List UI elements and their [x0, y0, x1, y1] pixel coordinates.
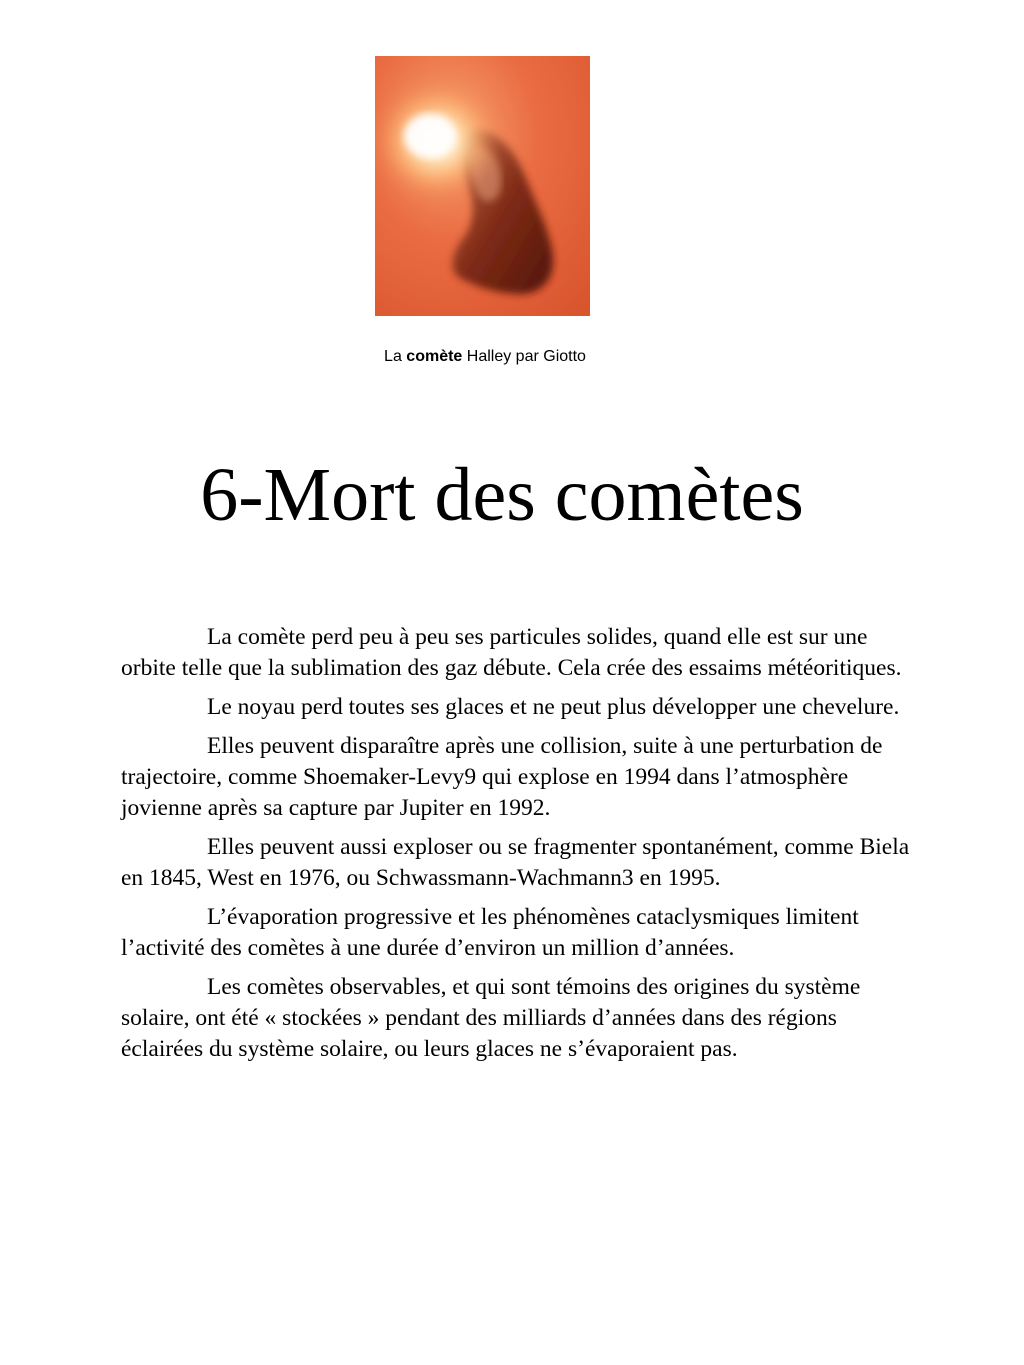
paragraph: Elles peuvent aussi exploser ou se fragmenter spontanément, comme Biela en 1845, West en 1976, ou Schwassmann-Wachmann3 en 1995. [121, 834, 910, 891]
comet-nucleus-image [375, 56, 590, 316]
paragraph: Elles peuvent disparaître après une collision, suite à une perturbation de trajectoire, comme Shoemaker-Levy9 qui explose en 1994 dans l’atmosphère jovienne après sa capture par Jupiter en 1992. [121, 733, 883, 821]
paragraph: Le noyau perd toutes ses glaces et ne peut plus développer une chevelure. [207, 694, 900, 720]
page-title: 6-Mort des comètes [200, 453, 804, 537]
paragraph: L’évaporation progressive et les phénomènes cataclysmiques limitent l’activité des comètes à une durée d’environ un million d’années. [121, 904, 859, 961]
figure-caption [0, 348, 970, 366]
paragraph: La comète perd peu à peu ses particules solides, quand elle est sur une orbite telle que la sublimation des gaz débute. Cela crée des essaims météoritiques. [121, 624, 902, 681]
caption-suffix: Halley par Giotto [462, 348, 586, 365]
caption-bold-word: comète [406, 348, 463, 365]
comet-halley-photo [375, 56, 590, 316]
caption-prefix: La [384, 348, 407, 365]
body-text [121, 622, 916, 1073]
paragraph: Les comètes observables, et qui sont témoins des origines du système solaire, ont été « stockées » pendant des milliards d’années dans des régions éclairées du système solaire, ou leurs glaces ne s’évaporaient pas. [121, 974, 861, 1062]
